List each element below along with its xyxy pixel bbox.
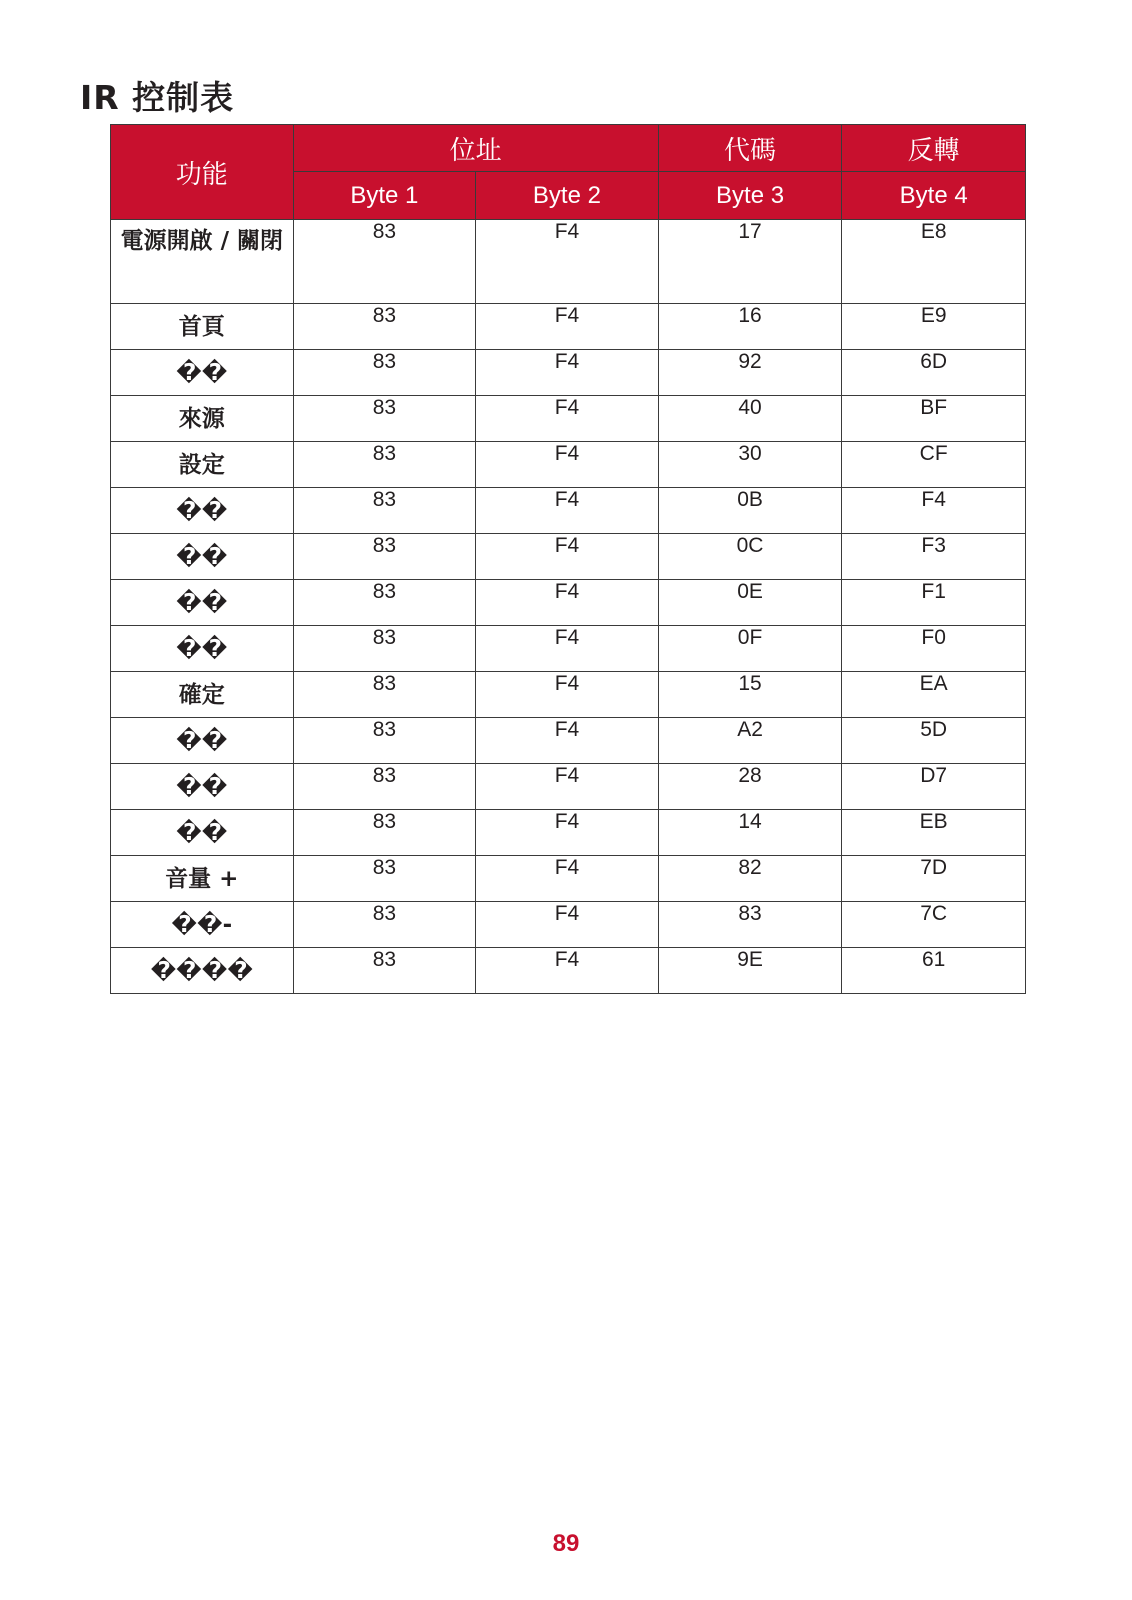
byte3-cell: 83	[658, 902, 842, 948]
byte4-cell: F1	[842, 580, 1026, 626]
function-cell: 首頁	[111, 304, 294, 350]
byte3-cell: 14	[658, 810, 842, 856]
byte4-cell: E9	[842, 304, 1026, 350]
byte2-cell: F4	[476, 718, 659, 764]
header-code: 代碼	[658, 125, 842, 172]
table-row	[111, 764, 1026, 810]
function-cell: ��	[111, 580, 294, 626]
byte3-cell: 92	[658, 350, 842, 396]
byte1-cell: 83	[293, 580, 476, 626]
byte4-cell: EB	[842, 810, 1026, 856]
table-row	[111, 488, 1026, 534]
byte3-cell: A2	[658, 718, 842, 764]
page-number: 89	[552, 1530, 580, 1557]
function-cell: ��	[111, 488, 294, 534]
table-row	[111, 580, 1026, 626]
byte2-cell: F4	[476, 810, 659, 856]
byte3-cell: 0B	[658, 488, 842, 534]
header-byte-4: Byte 4	[842, 172, 1026, 220]
byte4-cell: 61	[842, 948, 1026, 994]
byte2-cell: F4	[476, 396, 659, 442]
function-cell: 設定	[111, 442, 294, 488]
function-cell: 來源	[111, 396, 294, 442]
byte3-cell: 0F	[658, 626, 842, 672]
table-header	[111, 125, 1026, 220]
ir-control-table	[110, 124, 1026, 994]
byte2-cell: F4	[476, 902, 659, 948]
function-cell: ��-	[111, 902, 294, 948]
function-cell: ��	[111, 810, 294, 856]
header-byte-3: Byte 3	[658, 172, 842, 220]
byte3-cell: 0E	[658, 580, 842, 626]
header-inverse: 反轉	[842, 125, 1026, 172]
byte1-cell: 83	[293, 810, 476, 856]
table-body	[111, 220, 1026, 994]
byte2-cell: F4	[476, 350, 659, 396]
function-cell: ��	[111, 534, 294, 580]
byte4-cell: F0	[842, 626, 1026, 672]
byte3-cell: 16	[658, 304, 842, 350]
table-row	[111, 718, 1026, 764]
table-row	[111, 856, 1026, 902]
header-address: 位址	[293, 125, 658, 172]
header-function: 功能	[111, 125, 294, 220]
function-cell: 音量 +	[111, 856, 294, 902]
byte4-cell: F4	[842, 488, 1026, 534]
function-cell: ��	[111, 626, 294, 672]
function-cell: ��	[111, 764, 294, 810]
header-row-groups	[111, 125, 1026, 172]
function-cell: 確定	[111, 672, 294, 718]
byte2-cell: F4	[476, 220, 659, 304]
byte1-cell: 83	[293, 764, 476, 810]
table-row	[111, 442, 1026, 488]
table-row	[111, 350, 1026, 396]
byte2-cell: F4	[476, 764, 659, 810]
table-row	[111, 672, 1026, 718]
byte4-cell: EA	[842, 672, 1026, 718]
table-row	[111, 810, 1026, 856]
byte2-cell: F4	[476, 948, 659, 994]
byte4-cell: F3	[842, 534, 1026, 580]
byte1-cell: 83	[293, 350, 476, 396]
byte3-cell: 17	[658, 220, 842, 304]
byte4-cell: BF	[842, 396, 1026, 442]
function-cell: ��	[111, 718, 294, 764]
byte3-cell: 28	[658, 764, 842, 810]
byte1-cell: 83	[293, 672, 476, 718]
byte4-cell: E8	[842, 220, 1026, 304]
byte1-cell: 83	[293, 534, 476, 580]
byte2-cell: F4	[476, 580, 659, 626]
table-row	[111, 626, 1026, 672]
table-row	[111, 304, 1026, 350]
byte4-cell: 7C	[842, 902, 1026, 948]
function-cell: ��	[111, 350, 294, 396]
header-byte-2: Byte 2	[476, 172, 659, 220]
byte1-cell: 83	[293, 442, 476, 488]
table-row	[111, 902, 1026, 948]
function-cell: 電源開啟 / 關閉	[111, 220, 294, 304]
byte2-cell: F4	[476, 534, 659, 580]
byte4-cell: CF	[842, 442, 1026, 488]
table-row	[111, 220, 1026, 304]
header-byte-1: Byte 1	[293, 172, 476, 220]
byte1-cell: 83	[293, 718, 476, 764]
byte4-cell: D7	[842, 764, 1026, 810]
byte1-cell: 83	[293, 902, 476, 948]
byte3-cell: 82	[658, 856, 842, 902]
byte2-cell: F4	[476, 304, 659, 350]
table-row	[111, 534, 1026, 580]
byte1-cell: 83	[293, 396, 476, 442]
byte1-cell: 83	[293, 626, 476, 672]
table-row	[111, 396, 1026, 442]
byte3-cell: 15	[658, 672, 842, 718]
byte2-cell: F4	[476, 672, 659, 718]
byte1-cell: 83	[293, 948, 476, 994]
byte4-cell: 5D	[842, 718, 1026, 764]
byte2-cell: F4	[476, 626, 659, 672]
byte4-cell: 7D	[842, 856, 1026, 902]
byte1-cell: 83	[293, 488, 476, 534]
byte1-cell: 83	[293, 304, 476, 350]
byte3-cell: 40	[658, 396, 842, 442]
byte4-cell: 6D	[842, 350, 1026, 396]
table-row	[111, 948, 1026, 994]
byte2-cell: F4	[476, 488, 659, 534]
byte2-cell: F4	[476, 442, 659, 488]
byte2-cell: F4	[476, 856, 659, 902]
byte3-cell: 30	[658, 442, 842, 488]
byte3-cell: 0C	[658, 534, 842, 580]
byte1-cell: 83	[293, 856, 476, 902]
function-cell: ����	[111, 948, 294, 994]
page-title: IR 控制表	[80, 78, 235, 117]
byte1-cell: 83	[293, 220, 476, 304]
byte3-cell: 9E	[658, 948, 842, 994]
